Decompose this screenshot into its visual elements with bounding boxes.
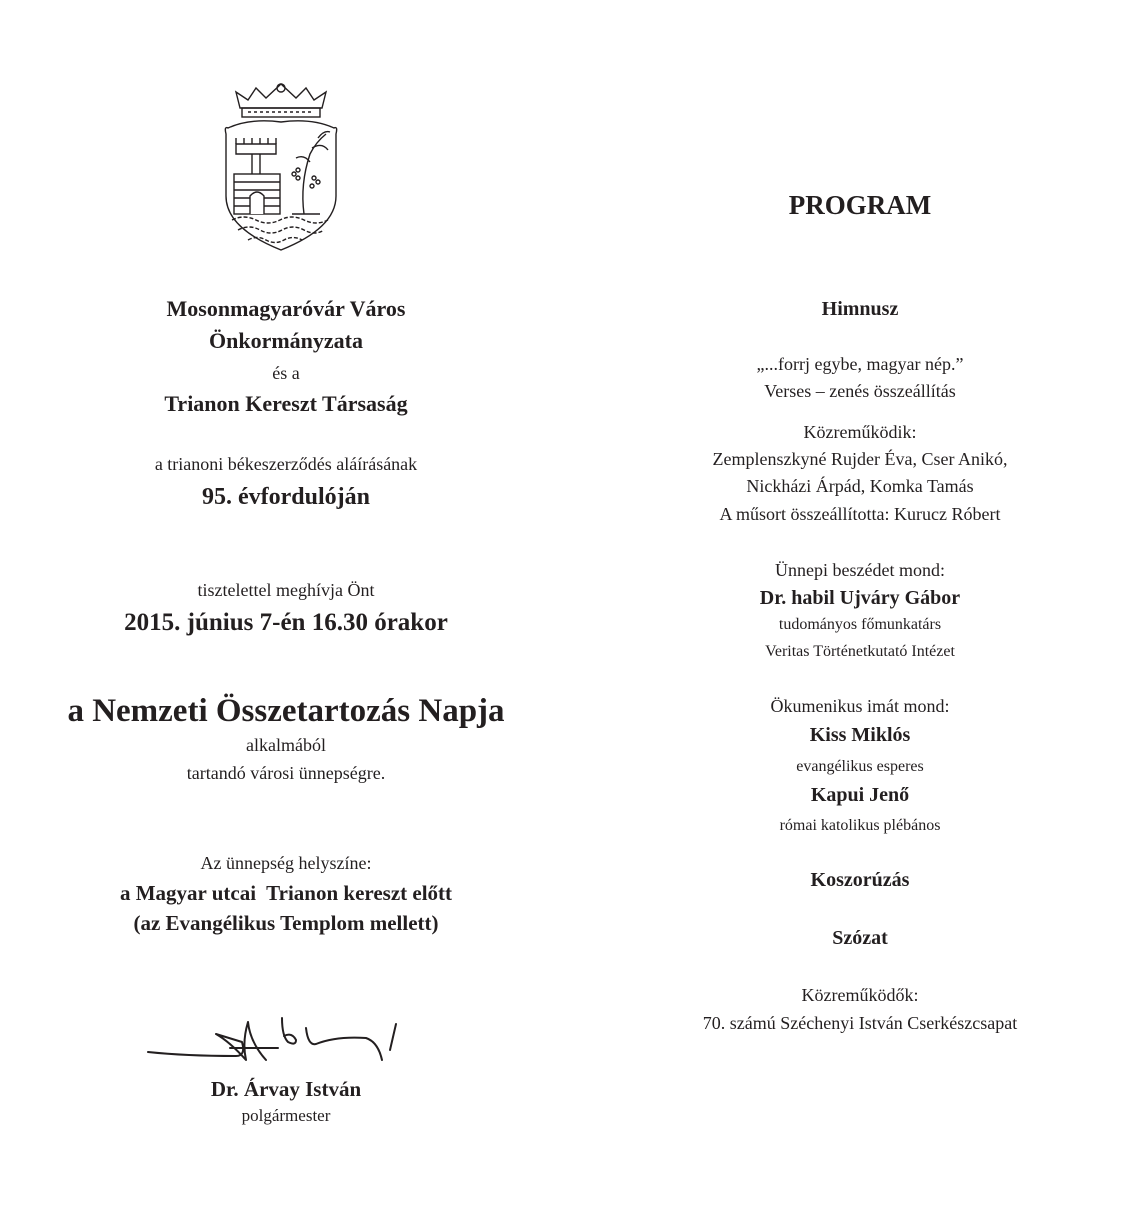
contributors-line-1: Zemplenszkyné Rujder Éva, Cser Anikó, — [712, 449, 1008, 469]
program-item-szozat: Szózat — [832, 927, 888, 949]
prayer-name-1: Kiss Miklós — [809, 724, 911, 746]
speech-label: Ünnepi beszédet mond: — [775, 560, 945, 580]
event-title: a Nemzeti Összetartozás Napja — [67, 693, 505, 729]
compiled-by: A műsort összeállította: Kurucz Róbert — [719, 504, 1001, 524]
organizer-line-3: Trianon Kereszt Társaság — [164, 391, 408, 416]
prayer-role-1: evangélikus esperes — [796, 758, 924, 775]
signer-name: Dr. Árvay István — [210, 1077, 362, 1101]
contributors-label-2: Közreműködők: — [801, 985, 919, 1005]
prayer-role-2: római katolikus plébános — [779, 817, 941, 834]
program-heading: PROGRAM — [788, 190, 932, 220]
signature-icon — [146, 1012, 408, 1080]
coat-of-arms-icon — [222, 78, 340, 254]
conjunction-text: és a — [272, 363, 300, 383]
program-item-verse-title: „...forrj egybe, magyar nép.” — [756, 354, 964, 374]
program-item-verse-subtitle: Verses – zenés összeállítás — [764, 381, 956, 401]
organizer-line-1: Mosonmagyaróvár Város — [166, 296, 406, 321]
program-item-himnusz: Himnusz — [821, 298, 899, 320]
anniversary-text: 95. évfordulóján — [202, 484, 370, 510]
contributors-value-2: 70. számú Széchenyi István Cserkészcsapat — [702, 1013, 1018, 1033]
signer-title: polgármester — [241, 1106, 331, 1125]
event-subtitle-1: alkalmából — [246, 735, 326, 755]
organizer-line-2: Önkormányzata — [209, 328, 363, 353]
venue-label: Az ünnepség helyszíne: — [200, 853, 372, 873]
event-datetime: 2015. június 7-én 16.30 órakor — [124, 609, 448, 636]
prayer-label: Ökumenikus imát mond: — [770, 696, 950, 716]
speaker-role: tudományos főmunkatárs — [778, 616, 942, 633]
occasion-text: a trianoni békeszerződés aláírásának — [154, 454, 418, 474]
speaker-org: Veritas Történetkutató Intézet — [765, 643, 955, 660]
invite-text: tisztelettel meghívja Önt — [197, 580, 375, 600]
contributors-line-2: Nickházi Árpád, Komka Tamás — [746, 476, 974, 496]
speaker-name: Dr. habil Ujváry Gábor — [759, 587, 961, 609]
venue-line-1: a Magyar utcai Trianon kereszt előtt — [119, 881, 453, 905]
prayer-name-2: Kapui Jenő — [810, 784, 910, 806]
program-item-wreath: Koszorúzás — [810, 869, 910, 891]
venue-line-2: (az Evangélikus Templom mellett) — [133, 911, 439, 935]
event-subtitle-2: tartandó városi ünnepségre. — [186, 763, 386, 783]
contributors-label: Közreműködik: — [803, 422, 917, 442]
